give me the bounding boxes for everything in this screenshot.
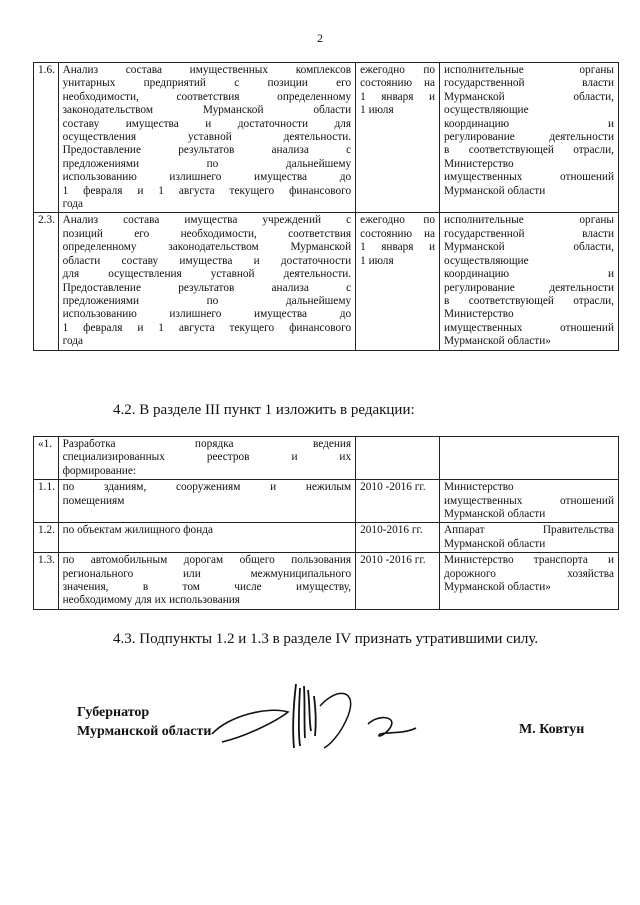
cell-line: предложениями по дальнейшему xyxy=(62,294,352,307)
page-number: 2 xyxy=(317,31,323,45)
cell-line: имущественных отношений xyxy=(444,494,614,507)
cell-line: дорожного хозяйства xyxy=(444,567,614,580)
item-term xyxy=(356,437,440,480)
table-row xyxy=(34,523,619,553)
item-executor xyxy=(440,437,619,480)
cell-line: Министерство xyxy=(444,308,514,321)
cell-line: осуществляющие xyxy=(444,104,529,117)
item-term xyxy=(356,63,440,213)
item-description xyxy=(58,213,356,350)
cell-line: государственной власти xyxy=(444,77,614,90)
cell-line: позиций его необходимости, соответствия xyxy=(62,227,352,240)
cell-line: Министерство xyxy=(444,157,514,170)
item-executor xyxy=(440,480,619,523)
item-description xyxy=(58,437,356,480)
cell-line: 1 июля xyxy=(360,104,394,117)
item-executor xyxy=(440,63,619,213)
cell-line: Предоставление результатов анализа с xyxy=(62,144,352,157)
cell-line: необходимому для их использования xyxy=(62,594,241,607)
item-executor xyxy=(440,523,619,553)
cell-line: по зданиям, сооружениям и нежилым xyxy=(62,481,352,494)
item-description xyxy=(58,480,356,523)
cell-line: Мурманской области xyxy=(444,508,546,521)
cell-line: регулирование деятельности xyxy=(444,281,614,294)
cell-line: регулирование деятельности xyxy=(444,131,614,144)
cell-line: исполнительные органы xyxy=(444,214,614,227)
cell-line: составу имущества и достаточности для xyxy=(62,117,352,130)
cell-line: определенному законодательством Мурманской xyxy=(62,241,352,254)
cell-line: имущественных отношений xyxy=(444,171,614,184)
cell-line: Мурманской области xyxy=(444,537,546,550)
cell-line: осуществляющие xyxy=(444,254,529,267)
item-number: 1.3. xyxy=(34,553,59,610)
cell-line: по автомобильным дорогам общего пользования xyxy=(62,554,352,567)
item-number: 1.6. xyxy=(34,63,59,213)
cell-line: Мурманской области, xyxy=(444,241,614,254)
item-executor xyxy=(440,213,619,350)
cell-line: использованию излишнего имущества до xyxy=(62,308,352,321)
cell-line: Мурманской области xyxy=(444,184,546,197)
cell-line: использованию излишнего имущества до xyxy=(62,171,352,184)
cell-line: в соответствующей отрасли, xyxy=(444,294,614,307)
cell-line: государственной власти xyxy=(444,227,614,240)
table-row xyxy=(34,213,619,350)
cell-line: Мурманской области, xyxy=(444,90,614,103)
cell-line: Анализ состава имущества учреждений с xyxy=(62,214,352,227)
table-row xyxy=(34,553,619,610)
cell-line: унитарных предприятий с позиции его xyxy=(62,77,352,90)
cell-line: области составу имущества и достаточности xyxy=(62,254,352,267)
cell-line: исполнительные органы xyxy=(444,64,614,76)
signatory-title xyxy=(77,703,211,741)
cell-line: 1 июля xyxy=(360,254,394,267)
plan-table-continued xyxy=(33,62,619,351)
signatory-name: М. Ковтун xyxy=(519,722,585,737)
cell-line: в соответствующей отрасли, xyxy=(444,144,614,157)
cell-line: Министерство xyxy=(444,481,514,494)
item-number: 1.1. xyxy=(34,480,59,523)
table-row xyxy=(34,480,619,523)
item-description xyxy=(58,523,356,553)
cell-line: ежегодно по xyxy=(360,64,436,76)
cell-line: помещениям xyxy=(62,494,125,507)
amendment-4-2: 4.2. В разделе III пункт 1 изложить в редакции: xyxy=(113,402,415,418)
cell-line: Мурманской области» xyxy=(444,335,551,348)
signatory-title-line2: Мурманской области xyxy=(77,724,212,739)
cell-line: координацию и xyxy=(444,268,614,281)
cell-line: состоянию на xyxy=(360,77,436,90)
item-term: 2010-2016 гг. xyxy=(356,523,440,553)
cell-line: Мурманской области» xyxy=(444,581,551,594)
item-number: «1. xyxy=(34,437,59,480)
item-executor xyxy=(440,553,619,610)
item-number: 1.2. xyxy=(34,523,59,553)
cell-line: значения, в том числе имуществу, xyxy=(62,581,352,594)
cell-line: 1 января и xyxy=(360,241,436,254)
cell-line: года xyxy=(62,198,84,211)
cell-line: регионального или межмуниципального xyxy=(62,567,352,580)
amendment-4-3: 4.3. Подпункты 1.2 и 1.3 в разделе IV признать утратившими силу. xyxy=(113,631,539,647)
cell-line: координацию и xyxy=(444,117,614,130)
cell-line: года xyxy=(62,335,84,348)
cell-line: 1 февраля и 1 августа текущего финансового xyxy=(62,184,352,197)
item-term: 2010 -2016 гг. xyxy=(356,553,440,610)
item-term xyxy=(356,213,440,350)
cell-line: имущественных отношений xyxy=(444,321,614,334)
cell-line: законодательством Мурманской области xyxy=(62,104,352,117)
cell-line: 1 февраля и 1 августа текущего финансового xyxy=(62,321,352,334)
cell-line: Разработка порядка ведения xyxy=(62,438,352,450)
cell-line: состоянию на xyxy=(360,227,436,240)
cell-line: необходимости, соответствия определенному xyxy=(62,90,352,103)
table-row xyxy=(34,437,619,480)
cell-line: по объектам жилищного фонда xyxy=(62,524,214,537)
item-description xyxy=(58,63,356,213)
item-term: 2010 -2016 гг. xyxy=(356,480,440,523)
cell-line: формирование: xyxy=(62,464,136,477)
item-description xyxy=(58,553,356,610)
section-3-table xyxy=(33,436,619,610)
signatory-title-line1: Губернатор xyxy=(77,705,150,720)
cell-line: для осуществления уставной деятельности. xyxy=(62,268,352,281)
cell-line: Министерство транспорта и xyxy=(444,554,614,567)
cell-line: Анализ состава имущественных комплексов xyxy=(62,64,352,76)
cell-line: 1 января и xyxy=(360,90,436,103)
cell-line: осуществления уставной деятельности. xyxy=(62,131,352,144)
table-row xyxy=(34,63,619,213)
cell-line: Предоставление результатов анализа с xyxy=(62,281,352,294)
handwritten-signature xyxy=(208,676,428,756)
cell-line: специализированных реестров и их xyxy=(62,451,352,464)
item-number: 2.3. xyxy=(34,213,59,350)
cell-line: Аппарат Правительства xyxy=(444,524,614,537)
cell-line: ежегодно по xyxy=(360,214,436,227)
cell-line: предложениями по дальнейшему xyxy=(62,157,352,170)
